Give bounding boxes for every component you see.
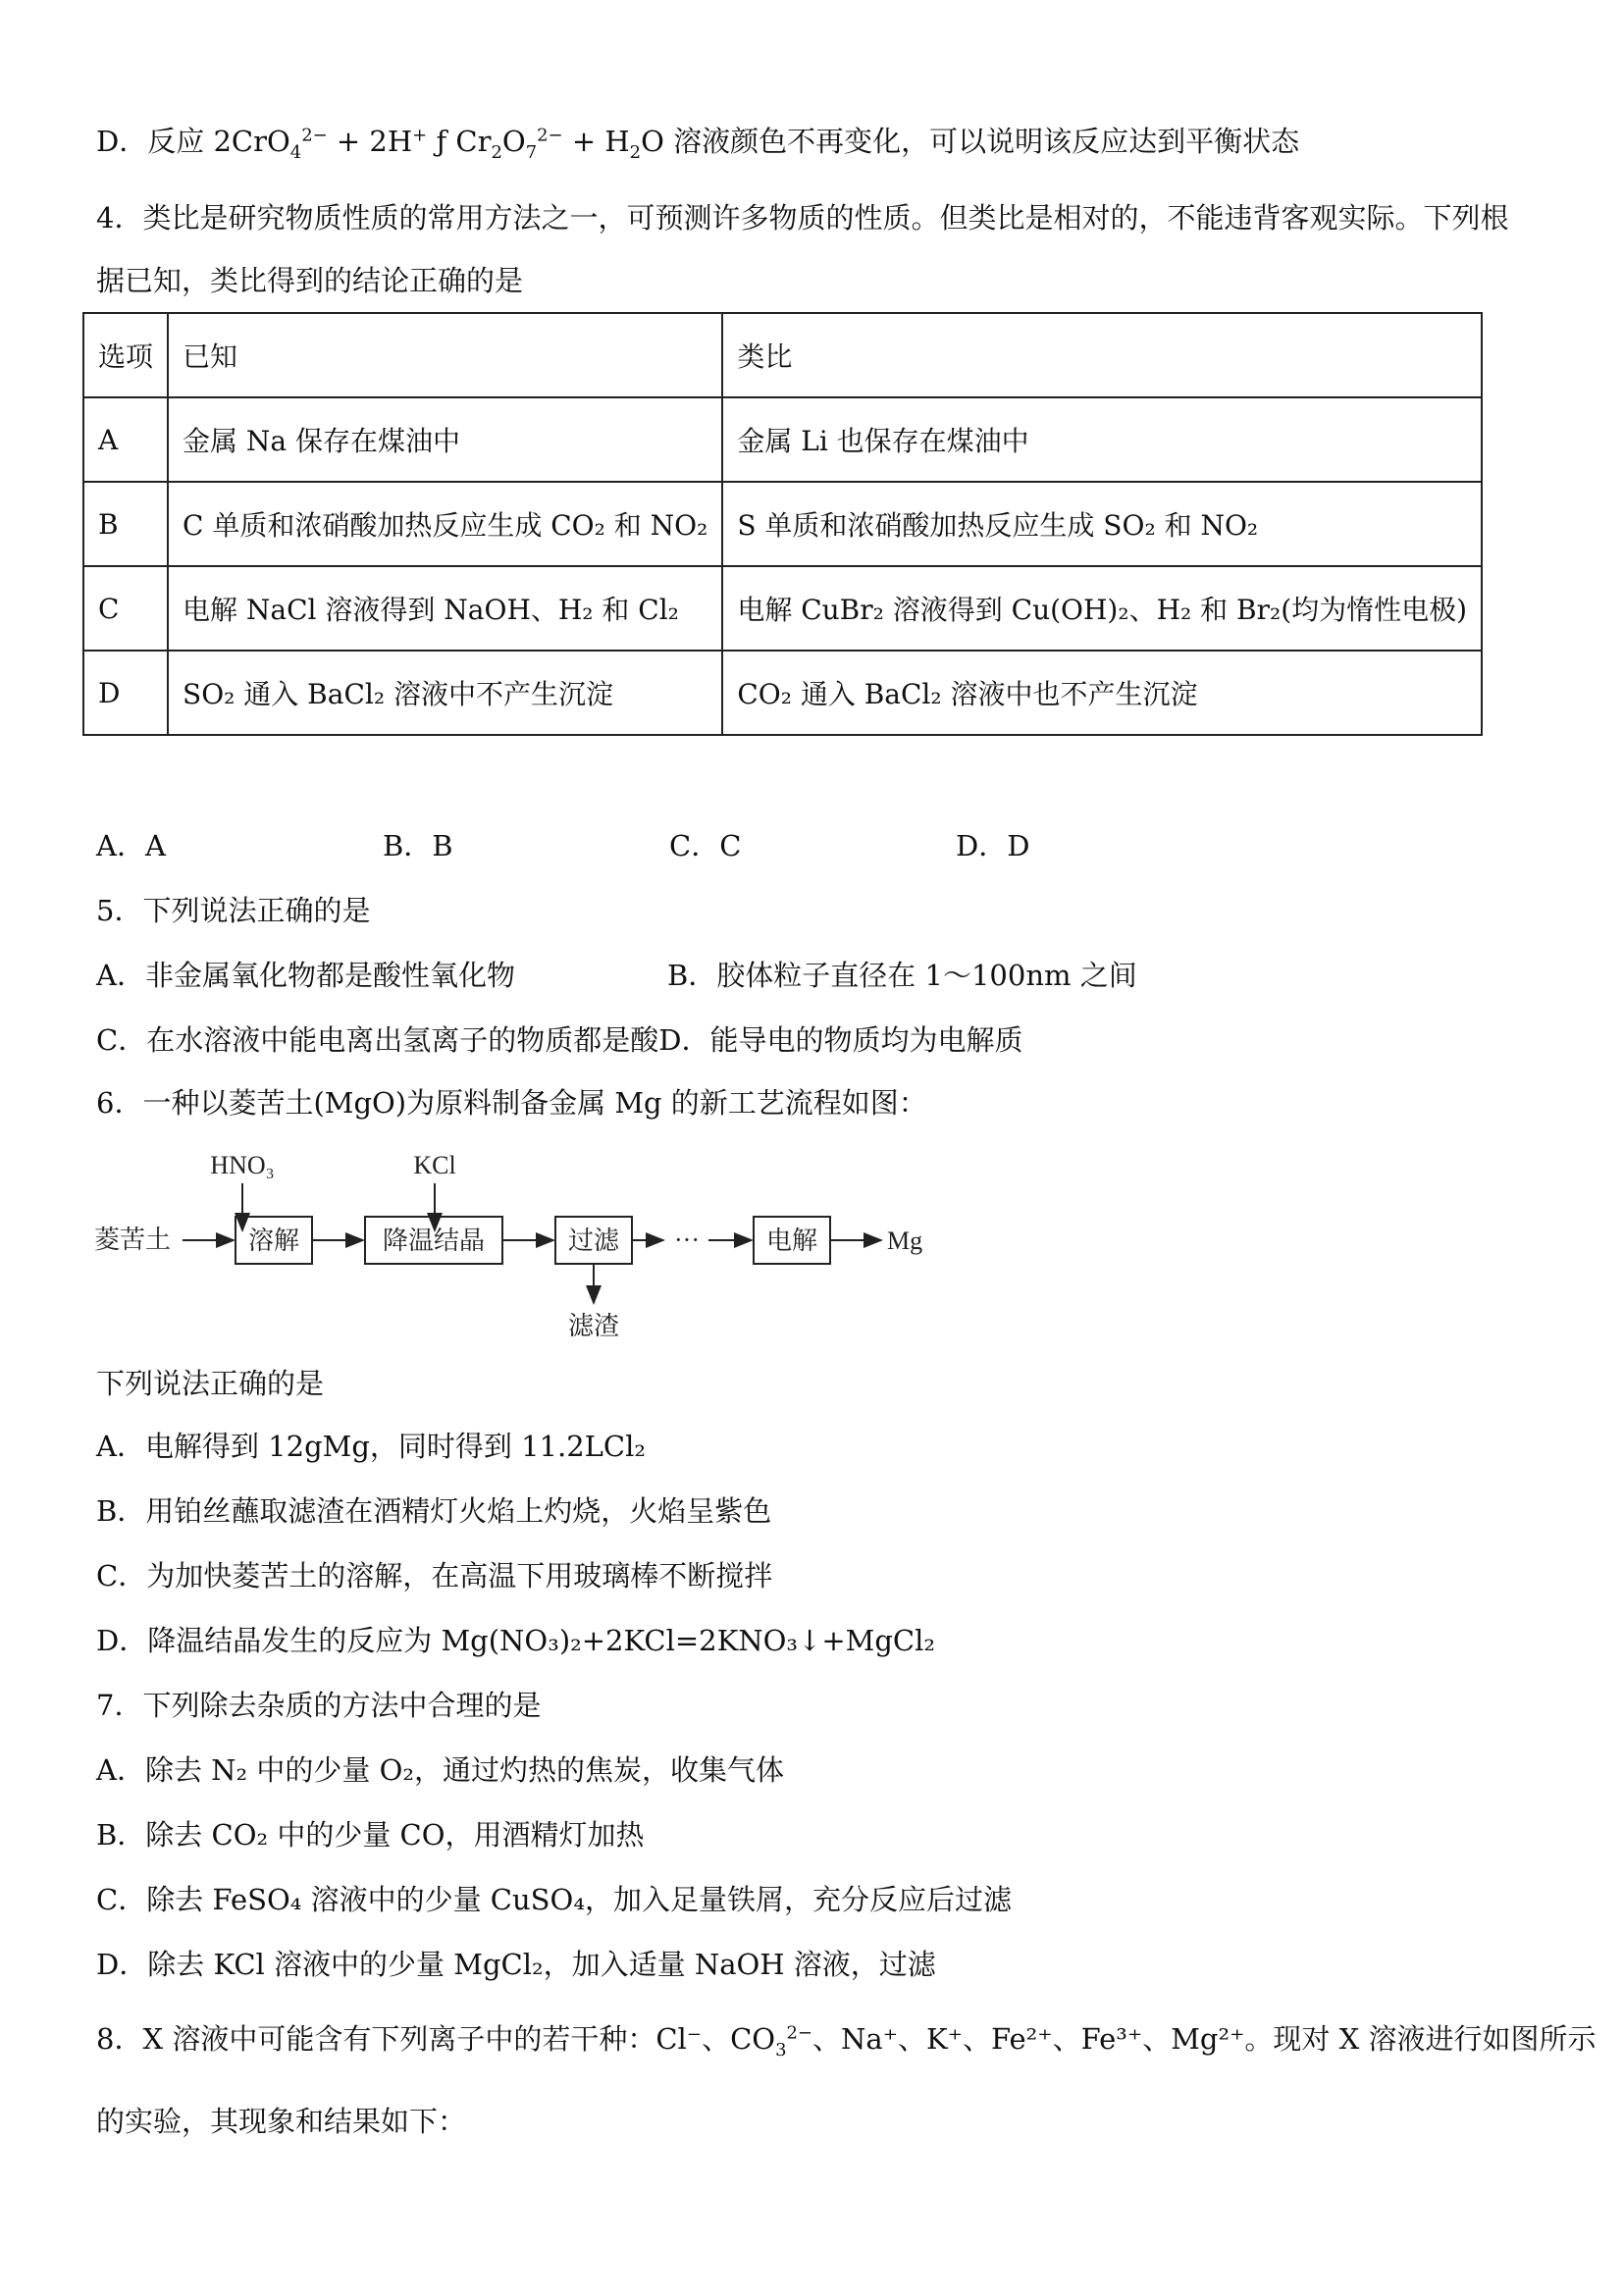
row-analogy: S 单质和浓硝酸加热反应生成 SO₂ 和 NO₂ <box>722 482 1482 566</box>
flow-start-magnesite: 菱苦土 <box>94 1226 172 1254</box>
q3-d-text: O <box>501 125 526 158</box>
q6-option-a: A．电解得到 12gMg，同时得到 11.2LCl₂ <box>96 1430 647 1463</box>
q7-stem: 7．下列除去杂质的方法中合理的是 <box>96 1689 542 1722</box>
table-row <box>83 482 1482 566</box>
q8-stem-text: 8．X 溶液中可能含有下列离子中的若干种：Cl⁻、CO <box>96 2022 776 2056</box>
q3-d-text: O 溶液颜色不再变化，可以说明该反应达到平衡状态 <box>641 125 1300 158</box>
flow-reagent-kcl: KCl <box>413 1151 456 1179</box>
q3-d-sup: 2− <box>537 125 563 146</box>
header-known: 已知 <box>168 313 722 397</box>
flow-step-electrolysis: 电解 <box>765 1226 818 1255</box>
row-known: 电解 NaCl 溶液得到 NaOH、H₂ 和 Cl₂ <box>168 566 722 651</box>
row-known: C 单质和浓硝酸加热反应生成 CO₂ 和 NO₂ <box>168 482 722 566</box>
table-row <box>83 566 1482 651</box>
flow-step-filter: 过滤 <box>567 1226 620 1255</box>
table-header-row <box>83 313 1482 397</box>
q3-d-text: D．反应 2CrO <box>96 125 290 158</box>
q8-stem-line1 <box>96 2019 1596 2059</box>
q8-co3-sup: 2− <box>786 2022 812 2044</box>
row-analogy: 金属 Li 也保存在煤油中 <box>722 397 1482 482</box>
q8-co3-sub: 3 <box>775 2039 787 2061</box>
flow-ellipsis: ··· <box>674 1226 700 1254</box>
q3-d-sub: 2 <box>491 141 502 163</box>
q6-option-c: C．为加快菱苦土的溶解，在高温下用玻璃棒不断搅拌 <box>96 1559 773 1592</box>
row-known: SO₂ 通入 BaCl₂ 溶液中不产生沉淀 <box>168 651 722 735</box>
q6-option-b: B．用铂丝蘸取滤渣在酒精灯火焰上灼烧，火焰呈紫色 <box>96 1494 772 1528</box>
q7-option-b: B．除去 CO₂ 中的少量 CO，用酒精灯加热 <box>96 1818 645 1852</box>
q3-d-sub: 4 <box>289 141 302 163</box>
row-analogy: CO₂ 通入 BaCl₂ 溶液中也不产生沉淀 <box>722 651 1482 735</box>
q3-d-sub: 2 <box>629 141 642 163</box>
header-analogy: 类比 <box>722 313 1482 397</box>
q3-d-sup: + <box>412 125 428 146</box>
flow-residue: 滤渣 <box>567 1312 620 1340</box>
q8-stem-line2: 的实验，其现象和结果如下： <box>96 2105 467 2138</box>
q6-stem: 6．一种以菱苦土(MgO)为原料制备金属 Mg 的新工艺流程如图： <box>96 1086 927 1120</box>
q3-d-text: + H <box>562 125 630 158</box>
q4-option-a: A．A <box>96 829 166 862</box>
q6-process-flow-diagram <box>88 1138 971 1354</box>
q7-option-d: D．除去 KCl 溶液中的少量 MgCl₂，加入适量 NaOH 溶液，过滤 <box>96 1948 936 1981</box>
q6-option-d: D．降温结晶发生的反应为 Mg(NO₃)₂+2KCl=2KNO₃↓+MgCl₂ <box>96 1624 935 1657</box>
q4-stem-line2: 据已知，类比得到的结论正确的是 <box>96 264 524 297</box>
flow-reagent-hno3: HNO₃ <box>210 1151 275 1179</box>
q3-d-text: + 2H <box>327 125 413 158</box>
flow-step-dissolve: 溶解 <box>247 1226 300 1255</box>
row-option: D <box>83 651 168 735</box>
q4-option-b: B．B <box>383 829 453 862</box>
q4-option-c: C．C <box>669 829 742 862</box>
q7-option-c: C．除去 FeSO₄ 溶液中的少量 CuSO₄，加入足量铁屑，充分反应后过滤 <box>96 1883 1012 1916</box>
q5-option-a: A．非金属氧化物都是酸性氧化物 <box>96 959 515 992</box>
row-option: C <box>83 566 168 651</box>
q7-option-a: A．除去 N₂ 中的少量 O₂，通过灼热的焦炭，收集气体 <box>96 1753 784 1787</box>
q3-option-d <box>96 122 1299 161</box>
q3-d-sub: 7 <box>525 141 538 163</box>
q4-stem-line1: 4．类比是研究物质性质的常用方法之一，可预测许多物质的性质。但类比是相对的，不能违背客观实际。下列根 <box>96 201 1509 235</box>
flow-step-cool-crystallize: 降温结晶 <box>382 1226 486 1255</box>
q4-comparison-table <box>82 312 1483 736</box>
row-analogy: 电解 CuBr₂ 溶液得到 Cu(OH)₂、H₂ 和 Br₂(均为惰性电极) <box>722 566 1482 651</box>
q4-option-d: D．D <box>956 829 1030 862</box>
q3-d-sup: 2− <box>301 125 328 146</box>
row-known: 金属 Na 保存在煤油中 <box>168 397 722 482</box>
row-option: B <box>83 482 168 566</box>
q6-question: 下列说法正确的是 <box>96 1367 325 1400</box>
table-row <box>83 397 1482 482</box>
q8-stem-text: 、Na⁺、K⁺、Fe²⁺、Fe³⁺、Mg²⁺。现对 X 溶液进行如图所示 <box>812 2022 1597 2056</box>
q3-d-text: ƒ Cr <box>427 125 492 158</box>
q5-option-cd: C．在水溶液中能电离出氢离子的物质都是酸D．能导电的物质均为电解质 <box>96 1023 1023 1057</box>
q5-stem: 5．下列说法正确的是 <box>96 894 371 927</box>
table-row <box>83 651 1482 735</box>
header-option: 选项 <box>83 313 168 397</box>
q5-option-b: B．胶体粒子直径在 1～100nm 之间 <box>667 959 1137 992</box>
row-option: A <box>83 397 168 482</box>
flow-product-mg: Mg <box>887 1226 923 1255</box>
